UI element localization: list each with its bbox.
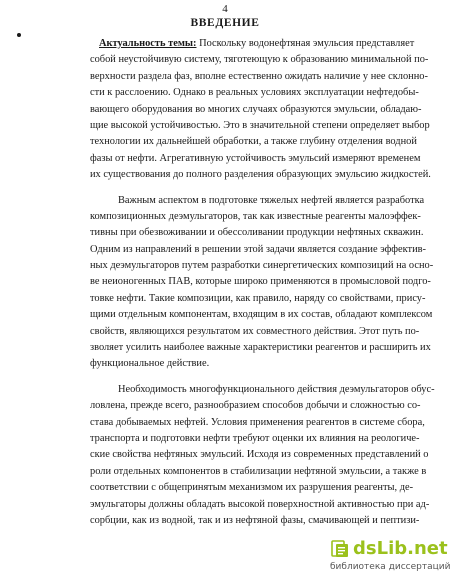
paragraph-1-first-line [90, 36, 450, 52]
paragraph-2-line: щими отдельным компонентам, входящим в их состав, обладают комплексом [90, 309, 433, 321]
watermark-logo [330, 538, 448, 560]
paragraph-2-line: ных деэмульгаторов путем разработки синергетических композиций на осно- [90, 260, 434, 272]
paragraph-3-line: става добываемых нефтей. Условия применения реагентов в системе сбора, [90, 416, 425, 428]
paragraph-3-line: ские свойства нефтяных эмульсий. Исходя из современных представлений о [90, 449, 429, 461]
paragraph-1-line: их существования до полного разделения образующих эмульсию жидкостей. [90, 169, 431, 181]
body-text [90, 36, 450, 529]
paragraph-3-line: эмульгаторы должны обладать высокой поверхностной активностью при ад- [90, 498, 430, 510]
paragraph-2-line: функциональное действие. [90, 358, 210, 370]
paragraph-3-line: роли отдельных компонентов в стабилизации нефтяной эмульсии, а также в [90, 465, 427, 477]
paragraph-3-line: соответствии с общепринятым механизмом их разрушения реагенты, де- [90, 482, 414, 494]
paragraph-1-line: сти к расслоению. Однако в реальных условиях эксплуатации нефтедобы- [90, 87, 419, 99]
paragraph-2-line: Одним из направлений в решении этой задачи является создание эффектив- [90, 243, 426, 255]
corner-dot-mark [17, 33, 21, 37]
topic-relevance-lead: Актуальность темы: [99, 38, 197, 49]
paragraph-2-line: зволяет усилить наиболее важные характеристики реагентов и расширить их [90, 342, 431, 354]
paragraph-2-line: ве неионогенных ПАВ, которые широко применяются в промысловой подго- [90, 276, 431, 288]
paragraph-3-line: ловлена, прежде всего, разнообразием способов добычи и сложностью со- [90, 400, 421, 412]
paragraph-1-line: собой неустойчивую систему, тяготеющую к образованию минимальной по- [90, 54, 429, 66]
paragraph-2-line: свойств, являющихся результатом их совместного действия. Этот путь по- [90, 325, 420, 337]
paragraph-1-line: вающего оборудования во многих случаях образуются эмульсии, обладаю- [90, 103, 422, 115]
paragraph-1-line: верхности раздела фаз, вполне естественно ожидать наличие у нее склонно- [90, 70, 428, 82]
watermark-logo-text: dsLib.net [353, 538, 448, 559]
watermark-subtitle: библиотека диссертаций [330, 562, 450, 572]
document-logo-icon [330, 539, 350, 559]
paragraph-1-first-line-rest: Поскольку водонефтяная эмульсия представляет [196, 38, 415, 49]
paragraph-1-line: технологии их дальнейшей обработки, а также глубину отделения водной [90, 136, 417, 148]
paragraph-1-line: щие высокой устойчивостью. Это в значительной степени определяет выбор [90, 119, 430, 131]
dslib-watermark[interactable] [330, 538, 448, 578]
paragraph-3-line: транспорта и подготовки нефти требуют оценки их влияния на реологиче- [90, 432, 420, 444]
section-heading: ВВЕДЕНИЕ [190, 17, 260, 29]
page-number: 4 [222, 3, 228, 15]
paragraph-3-line: сорбции, как из водной, так и из нефтяной фазы, смачивающей и пептизи- [90, 514, 420, 526]
paragraph-3-line: Необходимость многофункционального действия деэмульгаторов обус- [118, 383, 435, 395]
paragraph-2-line: композиционных деэмульгаторов, так как известные реагенты малоэффек- [90, 210, 421, 222]
paragraph-2-line: товке нефти. Такие композиции, как правило, наряду со свойствами, прису- [90, 292, 426, 304]
paragraph-2-line: тивны при обезвоживании и обессоливании продукции нефтяных скважин. [90, 227, 424, 239]
paragraph-1-line: фазы от нефти. Агрегативную устойчивость эмульсий измеряют временем [90, 152, 421, 164]
paragraph-2-line: Важным аспектом в подготовке тяжелых нефтей является разработка [118, 194, 425, 206]
